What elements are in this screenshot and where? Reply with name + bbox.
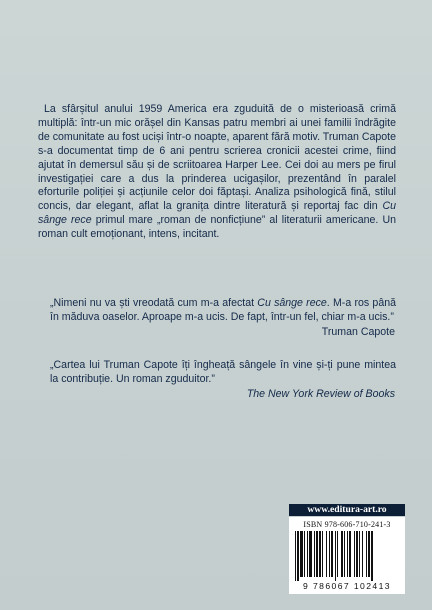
description-text-end: primul mare „roman de nonficțiune” al literaturii americane. Un roman cult emoționant, intens, incitant. <box>38 214 396 241</box>
review-quote: „Cartea lui Truman Capote îți îngheață sângele în vine și-ți pune mintea la contribuție. Un roman zguduitor.” <box>50 359 396 385</box>
book-description <box>38 103 396 242</box>
publisher-website: www.editura-art.ro <box>289 504 405 516</box>
quote-attribution-review: The New York Review of Books <box>246 388 395 400</box>
book-title-italic: Cu sânge rece <box>38 200 396 227</box>
isbn-barcode-box <box>289 517 405 594</box>
author-quote <box>50 296 396 324</box>
isbn-label: ISBN 978-606-710-241-3 <box>303 520 391 529</box>
barcode-icon <box>293 531 401 581</box>
quote-book-title: Cu sânge rece <box>257 297 327 309</box>
author-quote-text-end: . M-a ros până în măduva oaselor. Aproape m-a ucis. De fapt, într-un fel, chiar m-a ucis.” <box>50 297 396 323</box>
author-quote-text: „Nimeni nu va ști vreodată cum m-a afectat <box>50 297 255 309</box>
description-text: La sfârșitul anului 1959 America era zguduită de o misterioasă crimă multiplă: într-un mic orășel din Kansas patru membri ai unei familii îndrăgite de comunitate au fost uciși într-o noapte, aparent fără motiv. Truman Capote s-a documentat timp de 6 ani pentru scrierea cronicii acestei crime, fiind ajutat în demersul său și de scriitoarea Harper Lee. Cei doi au mers pe firul investigației care a dus la prinderea ucigașilor, prezentând în paralel eforturile poliției și acțiunile celor doi făptași. Analiza psihologică fină, stilul concis, dar elegant, aflat la granița dintre literatură și reportaj fac din <box>38 103 396 213</box>
quote-attribution-author: Truman Capote <box>321 326 395 338</box>
barcode-digits: 9 786067 102413 <box>303 581 391 591</box>
